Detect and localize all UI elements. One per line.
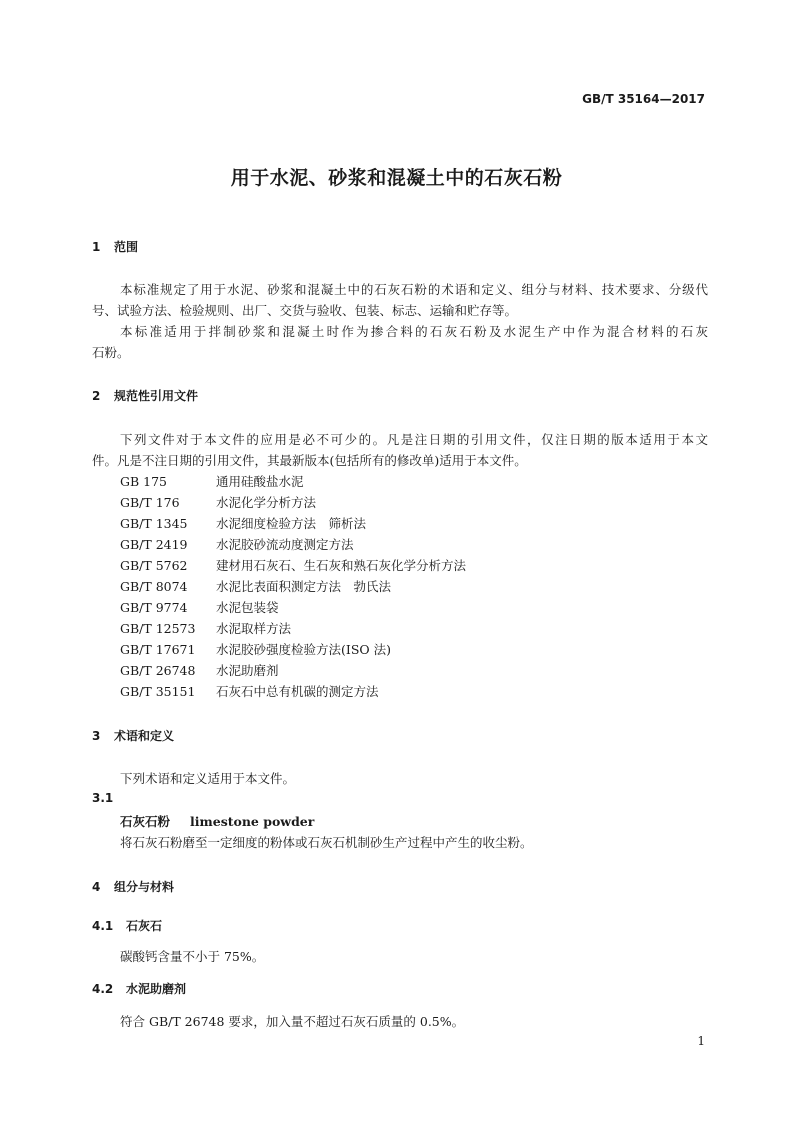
subsection-4-2-heading	[92, 980, 186, 997]
section-1-heading	[92, 238, 138, 255]
reference-name: 通用硅酸盐水泥	[216, 474, 304, 489]
term-heading	[120, 812, 314, 830]
subsection-4-2-text: 符合 GB/T 26748 要求，加入量不超过石灰石质量的 0.5%。	[120, 1014, 465, 1029]
reference-item	[120, 514, 366, 532]
subsection-title: 石灰石	[126, 919, 163, 933]
section-2-heading	[92, 387, 198, 404]
terms-intro: 下列术语和定义适用于本文件。	[120, 771, 296, 786]
reference-item	[120, 619, 291, 637]
reference-item	[120, 472, 304, 490]
term-definition: 将石灰石粉磨至一定细度的粉体或石灰石机制砂生产过程中产生的收尘粉。	[120, 835, 533, 850]
term-number: 3.1	[92, 791, 114, 805]
reference-code: GB/T 35151	[120, 684, 196, 699]
scope-paragraph-2-line-1: 本标准适用于拌制砂浆和混凝土时作为掺合料的石灰石粉及水泥生产中作为混合材料的石灰	[120, 324, 708, 339]
reference-item	[120, 556, 466, 574]
reference-item	[120, 493, 316, 511]
reference-item	[120, 598, 279, 616]
subsection-4-1-text: 碳酸钙含量不小于 75%。	[120, 949, 265, 964]
section-title: 术语和定义	[114, 729, 175, 743]
reference-item	[120, 661, 279, 679]
section-4-heading	[92, 878, 174, 895]
refs-intro-line-1: 下列文件对于本文件的应用是必不可少的。凡是注日期的引用文件，仅注日期的版本适用于本文	[120, 432, 708, 447]
section-number: 3	[92, 729, 101, 743]
reference-code: GB/T 12573	[120, 621, 196, 636]
reference-name: 建材用石灰石、生石灰和熟石灰化学分析方法	[216, 558, 467, 573]
subsection-title: 水泥助磨剂	[126, 982, 187, 996]
reference-code: GB/T 17671	[120, 642, 196, 657]
reference-name: 水泥胶砂流动度测定方法	[216, 537, 354, 552]
term-english: limestone powder	[190, 814, 315, 829]
reference-name: 水泥化学分析方法	[216, 495, 317, 510]
refs-intro-line-2: 件。凡是不注日期的引用文件，其最新版本(包括所有的修改单)适用于本文件。	[92, 453, 527, 468]
section-number: 2	[92, 389, 101, 403]
section-number: 4	[92, 880, 101, 894]
reference-item	[120, 535, 354, 553]
reference-name: 水泥细度检验方法 筛析法	[216, 516, 367, 531]
reference-code: GB 175	[120, 474, 168, 489]
reference-name: 水泥取样方法	[216, 621, 292, 636]
scope-paragraph-1-line-1: 本标准规定了用于水泥、砂浆和混凝土中的石灰石粉的术语和定义、组分与材料、技术要求、分级代	[120, 282, 708, 297]
reference-name: 水泥包装袋	[216, 600, 279, 615]
reference-code: GB/T 26748	[120, 663, 196, 678]
scope-paragraph-1-line-2: 号、试验方法、检验规则、出厂、交货与验收、包装、标志、运输和贮存等。	[92, 303, 518, 318]
section-number: 1	[92, 240, 101, 254]
reference-code: GB/T 5762	[120, 558, 188, 573]
subsection-number: 4.2	[92, 982, 114, 996]
section-title: 组分与材料	[114, 880, 175, 894]
section-title: 规范性引用文件	[114, 389, 199, 403]
reference-item	[120, 577, 391, 595]
reference-code: GB/T 176	[120, 495, 180, 510]
reference-item	[120, 682, 379, 700]
subsection-number: 4.1	[92, 919, 114, 933]
reference-code: GB/T 2419	[120, 537, 188, 552]
document-title: 用于水泥、砂浆和混凝土中的石灰石粉	[230, 167, 563, 189]
section-3-heading	[92, 727, 174, 744]
reference-name: 水泥比表面积测定方法 勃氏法	[216, 579, 392, 594]
term-chinese: 石灰石粉	[120, 814, 171, 829]
reference-code: GB/T 9774	[120, 600, 188, 615]
standard-number: GB/T 35164—2017	[582, 92, 705, 106]
reference-code: GB/T 8074	[120, 579, 188, 594]
page-number: 1	[697, 1034, 705, 1048]
reference-name: 石灰石中总有机碳的测定方法	[216, 684, 379, 699]
reference-code: GB/T 1345	[120, 516, 188, 531]
scope-paragraph-2-line-2: 石粉。	[92, 345, 130, 360]
subsection-4-1-heading	[92, 917, 162, 934]
reference-name: 水泥助磨剂	[216, 663, 279, 678]
reference-item	[120, 640, 391, 658]
section-title: 范围	[114, 240, 139, 254]
reference-name: 水泥胶砂强度检验方法(ISO 法)	[216, 642, 391, 657]
